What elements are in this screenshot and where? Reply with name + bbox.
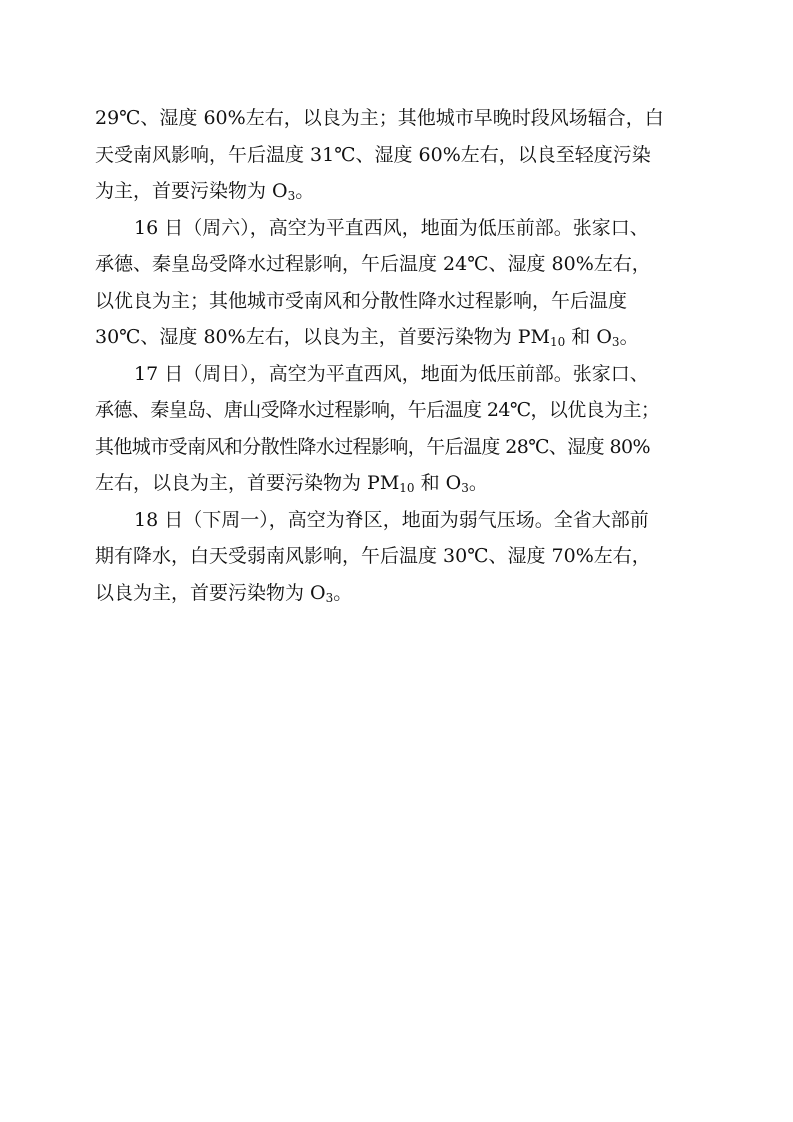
paragraph-2-line-1: 16 日（周六），高空为平直西风，地面为低压前部。张家口、	[134, 216, 649, 239]
o3-subscript: 3	[287, 189, 296, 203]
paragraph-4-line-3	[95, 575, 715, 612]
paragraph-2-line-4-mid: 和 O	[565, 326, 612, 348]
pm10-subscript: 10	[399, 481, 415, 495]
paragraph-1-line-3	[95, 173, 715, 210]
paragraph-1-line-3-end: 。	[295, 180, 315, 202]
paragraph-2-line-3: 以优良为主；其他城市受南风和分散性降水过程影响，午后温度	[95, 289, 628, 312]
o3-subscript: 3	[461, 481, 469, 495]
paragraph-3-line-4-end: 。	[468, 472, 488, 494]
paragraph-2-line-4	[95, 319, 715, 356]
paragraph-4-line-2: 期有降水，白天受弱南风影响，午后温度 30℃、湿度 70%左右，	[95, 545, 651, 567]
paragraph-3-line-3: 其他城市受南风和分散性降水过程影响，午后温度 28℃、湿度 80%	[95, 435, 650, 458]
paragraph-2-line-4-text: 30℃、湿度 80%左右，以良为主，首要污染物为 PM	[95, 326, 550, 348]
paragraph-2-line-4-end: 。	[619, 326, 639, 348]
o3-subscript: 3	[611, 335, 620, 349]
paragraph-2-line-2: 承德、秦皇岛受降水过程影响，午后温度 24℃、湿度 80%左右，	[95, 253, 651, 275]
pm10-subscript: 10	[549, 335, 566, 349]
paragraph-4-line-3-text: 以良为主，首要污染物为 O	[95, 581, 326, 604]
paragraph-4-line-3-end: 。	[333, 581, 353, 604]
forecast-text	[95, 100, 715, 611]
o3-subscript: 3	[325, 590, 334, 605]
paragraph-1-line-3-text: 为主，首要污染物为 O	[95, 180, 288, 202]
paragraph-3-line-4	[95, 465, 715, 502]
paragraph-3-line-2: 承德、秦皇岛、唐山受降水过程影响，午后温度 24℃，以优良为主；	[95, 399, 660, 421]
paragraph-4-line-1: 18 日（下周一），高空为脊区，地面为弱气压场。全省大部前	[134, 508, 649, 531]
paragraph-3-line-1: 17 日（周日），高空为平直西风，地面为低压前部。张家口、	[134, 362, 649, 385]
paragraph-3-line-4-mid: 和 O	[414, 472, 462, 494]
paragraph-3-line-4-text: 左右，以良为主，首要污染物为 PM	[95, 472, 400, 494]
paragraph-1-line-2: 天受南风影响，午后温度 31℃、湿度 60%左右，以良至轻度污染	[95, 143, 651, 166]
paragraph-1-line-1: 29℃、湿度 60%左右，以良为主；其他城市早晚时段风场辐合，白	[95, 107, 664, 129]
